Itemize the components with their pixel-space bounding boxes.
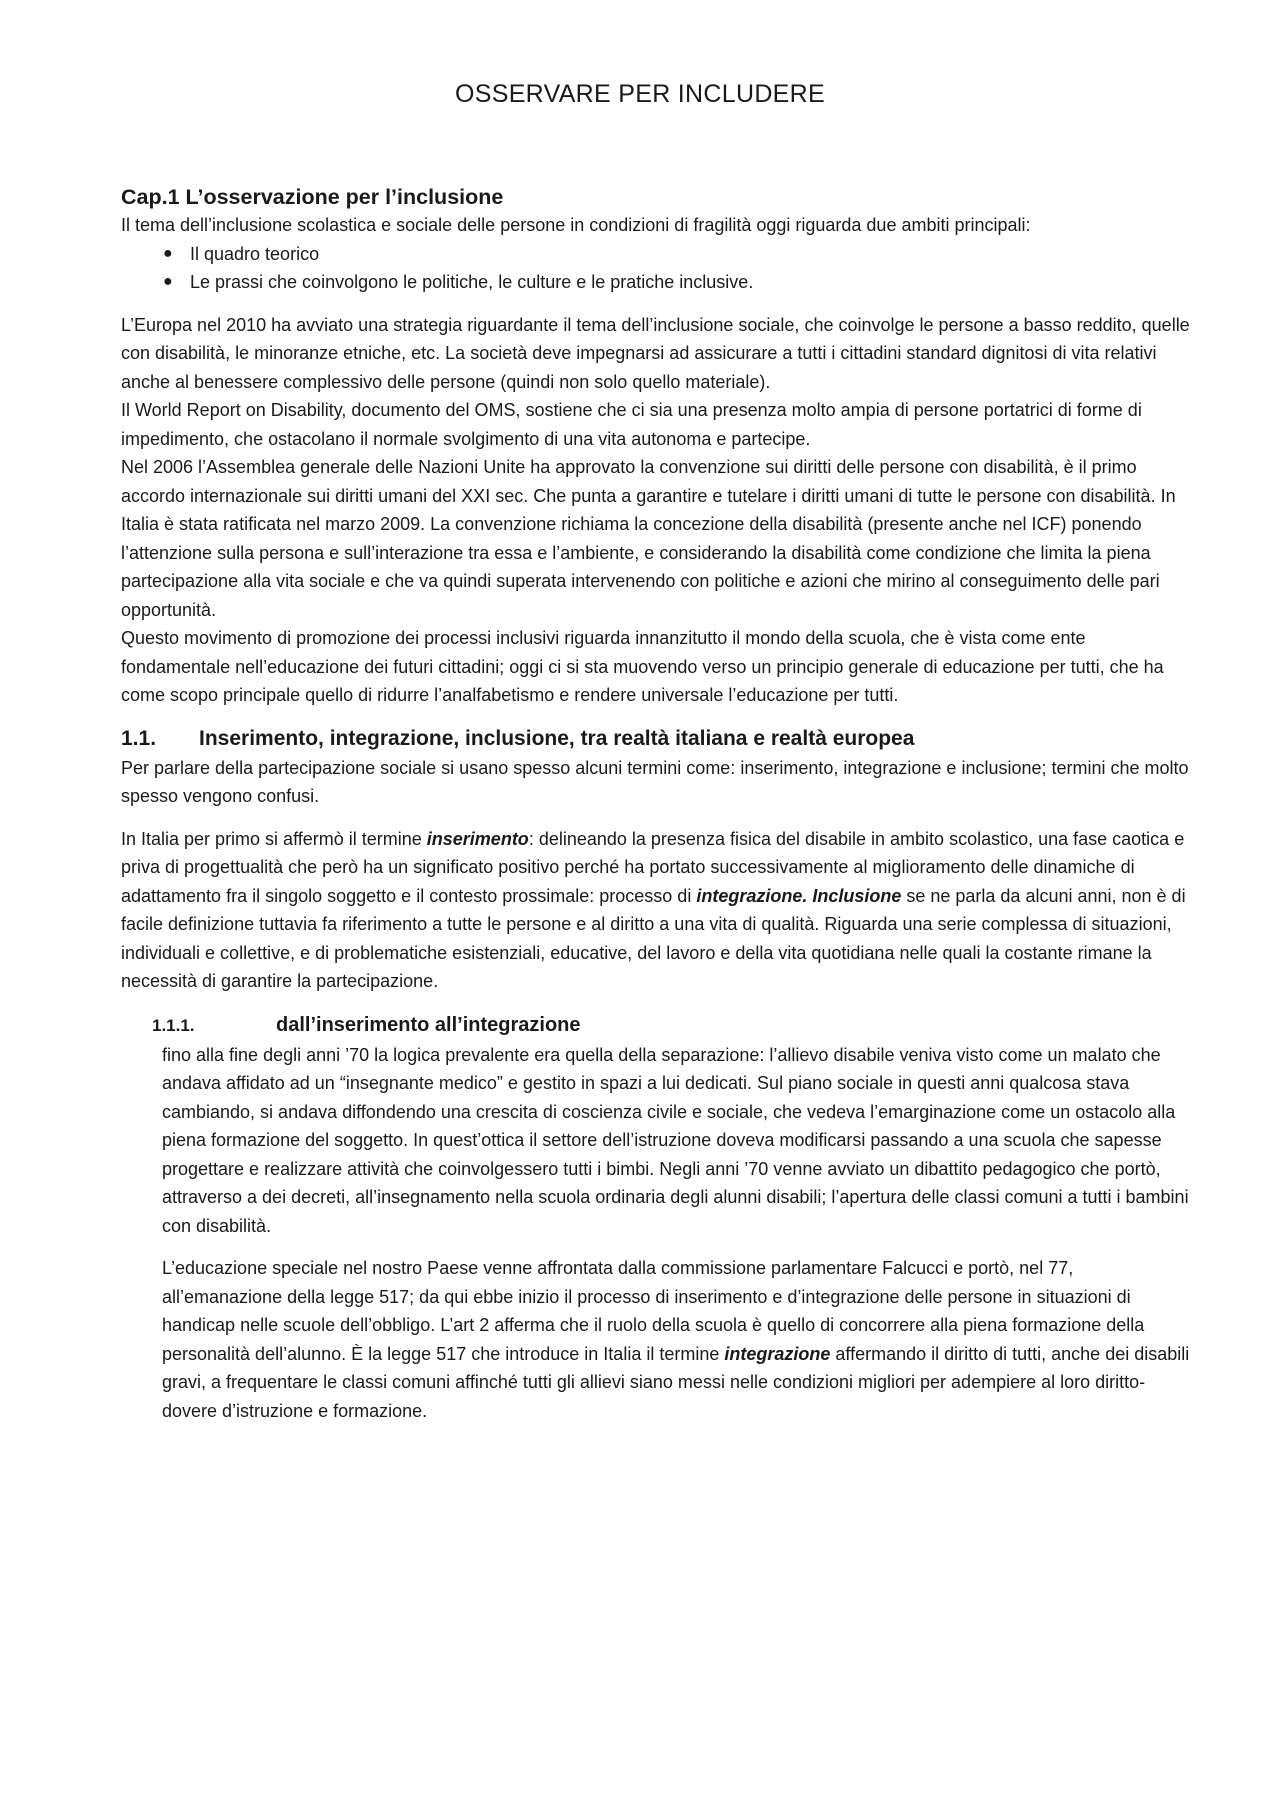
text-run: L’educazione speciale nel nostro Paese venne affrontata dalla commissione parlamentare Falcucci e portò, nel 77, all’emanazione della legge 517; da qui ebbe inizio il processo di inserimento e d’integrazione delle persone in situazioni di handicap nelle scuole dell’obbligo. L’art 2 afferma che il ruolo della scuola è quello di concorrere alla piena formazione della personalità dell’alunno. È la legge 517 che introduce in Italia il termine: [162, 1258, 1145, 1364]
list-item: [163, 268, 1196, 297]
text-run: se ne parla da alcuni anni, non è di facile definizione tuttavia fa riferimento a tutte le persone e al diritto a una vita di qualità. Riguarda una serie complessa di situazioni, individuali e collettive, e di problematiche esistenziali, educative, del lavoro e della vita quotidiana nelle quali la costante rimane la necessità di garantire la partecipazione.: [121, 885, 1186, 991]
chapter-heading: Cap.1 L’osservazione per l’inclusione: [121, 185, 504, 209]
document-title: OSSERVARE PER INCLUDERE: [455, 80, 825, 108]
paragraph-convenzione: Nel 2006 l’Assemblea generale delle Nazioni Unite ha approvato la convenzione sui diritti delle persone con disabilità, è il primo accordo internazionale sui diritti umani del XXI sec. Che punta a garantire e tutelare i diritti umani di tutte le persone con disabilità. In Italia è stata ratificata nel marzo 2009. La convenzione richiama la concezione della disabilità (presente anche nel ICF) ponendo l’attenzione sulla persona e sull’interazione tra essa e l’ambiente, e considerando la disabilità come condizione che limita la piena partecipazione alla vita sociale e che va quindi superata intervenendo con politiche e azioni che mirino al conseguimento delle pari opportunità.: [121, 457, 1176, 620]
key-term: integrazione. Inclusione: [696, 885, 902, 906]
text-run: affermando il diritto di tutti, anche dei disabili gravi, a frequentare le classi comuni affinché tutti gli allievi siano messi nelle condizioni migliori per adempiere al loro diritto- dovere d’istruzione e formazione.: [162, 1343, 1190, 1421]
paragraph-separazione: fino alla fine degli anni ’70 la logica prevalente era quella della separazione: l’allievo disabile veniva visto come un malato che andava affidato ad un “insegnante medico” e gestito in spazi a lui dedicati. Sul piano sociale in questi anni qualcosa stava cambiando, si andava diffondendo una crescita di coscienza civile e sociale, che vedeva l’emarginazione come un ostacolo alla piena formazione del soggetto. In quest’ottica il settore dell’istruzione doveva modificarsi passando a una scuola che sapesse progettare e realizzare attività che coinvolgessero tutti i bimbi. Negli anni ’70 venne avviato un dibattito pedagogico che portò, attraverso a dei decreti, all’insegnamento nella scuola ordinaria degli alunni disabili; l’apertura delle classi comuni a tutti i bambini con disabilità.: [162, 1044, 1189, 1236]
section-title: Inserimento, integrazione, inclusione, tra realtà italiana e realtà europea: [199, 726, 915, 750]
list-item-text: Il quadro teorico: [190, 243, 320, 264]
paragraph-scuola: Questo movimento di promozione dei processi inclusivi riguarda innanzitutto il mondo della scuola, che è vista come ente fondamentale nell’educazione dei futuri cittadini; oggi ci si sta muovendo verso un principio generale di educazione per tutti, che ha come scopo principale quello di ridurre l’analfabetismo e rendere universale l’educazione per tutti.: [121, 628, 1164, 705]
key-term: integrazione: [724, 1343, 831, 1364]
paragraph-europa: L’Europa nel 2010 ha avviato una strategia riguardante il tema dell’inclusione sociale, che coinvolge le persone a basso reddito, quelle con disabilità, le minoranze etniche, etc. La società deve impegnarsi ad assicurare a tutti i cittadini standard dignitosi di vita relativi anche al benessere complessivo delle persone (quindi non solo quello materiale).: [121, 314, 1190, 392]
list-item-text: Le prassi che coinvolgono le politiche, le culture e le pratiche inclusive.: [190, 272, 754, 292]
paragraph-legge-517: [162, 1254, 1196, 1425]
section-number: 1.1.: [121, 726, 157, 750]
document-body: [121, 183, 1196, 1425]
chapter-intro: Il tema dell’inclusione scolastica e sociale delle persone in condizioni di fragilità oggi riguarda due ambiti principali:: [121, 215, 1031, 235]
key-term: inserimento: [426, 828, 529, 849]
paragraph-inserimento: [121, 825, 1196, 996]
bullet-list: [121, 240, 1196, 297]
bullet-icon: ●: [163, 273, 173, 290]
subsection-title: dall’inserimento all’integrazione: [276, 1013, 581, 1036]
bullet-icon: ●: [163, 244, 173, 262]
subsection-body: [162, 1041, 1196, 1426]
text-run: In Italia per primo si affermò il termine: [121, 828, 427, 849]
list-item: [163, 240, 1196, 269]
paragraph-world-report: Il World Report on Disability, documento del OMS, sostiene che ci sia una presenza molto ampia di persone portatrici di forme di impedimento, che ostacolano il normale svolgimento di una vita autonoma e partecipe.: [121, 400, 1142, 449]
paragraph-termini: Per parlare della partecipazione sociale si usano spesso alcuni termini come: inserimento, integrazione e inclusione; termini che molto spesso vengono confusi.: [121, 757, 1189, 806]
subsection-heading: [152, 1010, 1196, 1041]
text-run: : delineando la presenza fisica del disabile in ambito scolastico, una fase caotica e priva di progettualità che però ha un significato positivo perché ha portato successivamente al miglioramento delle dinamiche di adattamento fra il singolo soggetto e il contesto prossimale: processo di: [121, 828, 1185, 906]
section-heading: [121, 724, 1196, 754]
subsection-number: 1.1.1.: [152, 1015, 195, 1035]
